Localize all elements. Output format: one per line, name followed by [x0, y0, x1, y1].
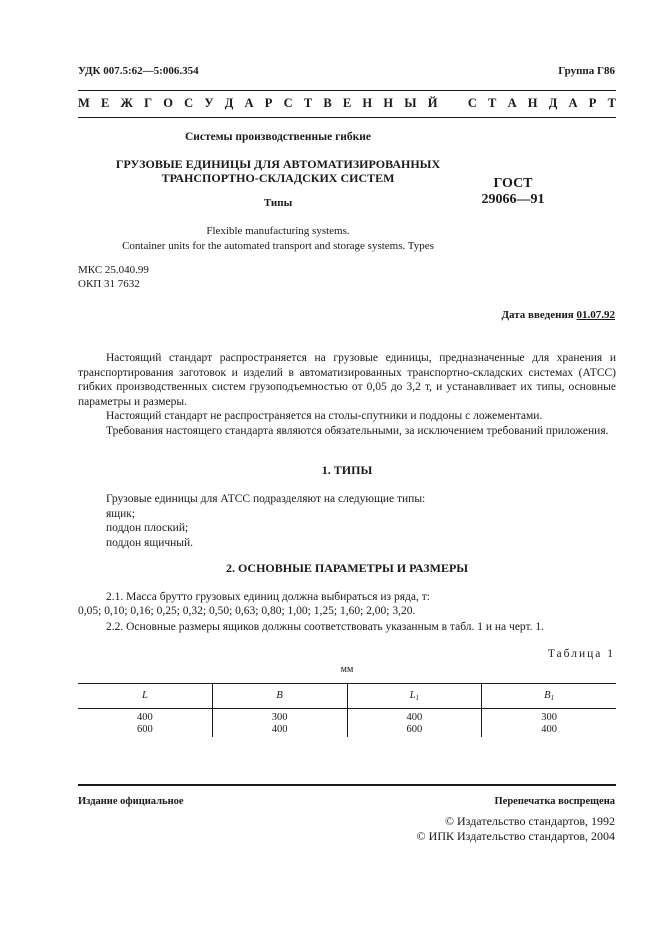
title-small: Системы производственные гибкие [184, 131, 372, 143]
date-value: 01.07.92 [576, 309, 615, 321]
heading-letter: Т [607, 96, 616, 110]
header-B1: $B_1$ [482, 684, 616, 709]
cell-B: 300 400 [212, 709, 347, 738]
date-label: Дата введения [501, 309, 574, 321]
heading-letter: Г [144, 96, 153, 110]
copyright-2004: © ИПК Издательство стандартов, 2004 [416, 829, 615, 843]
header-B: B [212, 684, 347, 709]
cell-L1: 400 600 [347, 709, 482, 738]
gost-designation [480, 176, 546, 208]
clause-2-1: 2.1. Масса брутто грузовых единиц должна выбираться из ряда, т: [106, 591, 430, 603]
section-1-intro: Грузовые единицы для АТСС подразделяют на следующие типы: [106, 493, 426, 505]
heading-letter: С [184, 96, 194, 110]
heading-rule [78, 117, 616, 118]
section-1-title: 1. ТИПЫ [321, 463, 373, 477]
title-types: Типы [263, 197, 293, 209]
heading-letter: Ы [404, 96, 417, 110]
heading-letter: А [568, 96, 578, 110]
type-item: поддон плоский; [106, 522, 189, 534]
cell-L: 400 600 [137, 712, 153, 735]
header-L1: $L_1$ [347, 684, 482, 709]
english-line1: Flexible manufacturing systems. [206, 225, 350, 237]
heading-letter: А [507, 96, 517, 110]
heading-letter: Е [101, 96, 110, 110]
heading-letter: Н [527, 96, 538, 110]
type-item: поддон ящичный. [106, 536, 194, 549]
reprint-notice: Перепечатка воспрещена [494, 796, 615, 807]
heading-letter: С [467, 96, 477, 110]
cell-B1: 300 400 [482, 709, 616, 738]
title-english [78, 224, 478, 254]
title-main-line1: ГРУЗОВЫЕ ЕДИНИЦЫ ДЛЯ АВТОМАТИЗИРОВАННЫХ [115, 157, 441, 171]
heading-letter: Д [224, 96, 234, 110]
okp-code: ОКП 31 7632 [78, 278, 140, 290]
section-2-title: 2. ОСНОВНЫЕ ПАРАМЕТРЫ И РАЗМЕРЫ [225, 561, 469, 575]
heading-letter: Р [264, 96, 273, 110]
footer-rule [78, 784, 616, 786]
introduction-date [501, 309, 615, 321]
top-rule [78, 90, 616, 91]
heading-letter: Р [588, 96, 597, 110]
heading-letter: Ж [120, 96, 133, 110]
mass-values: 0,05; 0,10; 0,16; 0,25; 0,32; 0,50; 0,63; 0,80; 1,00; 1,25; 1,60; 2,00; 3,20. [78, 605, 416, 617]
heading-letter: В [323, 96, 332, 110]
official-edition: Издание официальное [78, 796, 184, 807]
copyright-1992: © Издательство стандартов, 1992 [444, 814, 615, 828]
heading-letter: Т [488, 96, 497, 110]
heading-letter: С [283, 96, 293, 110]
heading-letter: М [78, 96, 90, 110]
heading-letter: О [163, 96, 173, 110]
mks-code: МКС 25.040.99 [78, 264, 149, 276]
classification-codes [78, 263, 149, 291]
type-item: ящик; [106, 507, 136, 520]
heading-letter: Й [427, 96, 438, 110]
gost-number: 29066—91 [481, 192, 545, 207]
table-header-row [78, 684, 616, 709]
dimensions-table [78, 683, 616, 737]
gost-label: ГОСТ [493, 176, 533, 191]
heading-letter: У [204, 96, 214, 110]
table-row [78, 709, 616, 738]
standard-type-heading [78, 96, 616, 111]
intro-paragraph-2: Настоящий стандарт не распространяется на столы-спутники и поддоны с ложементами. [106, 410, 543, 422]
table-caption: Таблица 1 [547, 648, 615, 660]
intro-text [78, 351, 616, 438]
heading-letter: Н [362, 96, 373, 110]
heading-letter: Т [303, 96, 313, 110]
title-main-line2: ТРАНСПОРТНО-СКЛАДСКИХ СИСТЕМ [161, 171, 395, 185]
heading-letter: А [244, 96, 254, 110]
heading-letter: Н [383, 96, 394, 110]
group-code: Группа Г86 [558, 65, 615, 77]
heading-word-gap [449, 96, 457, 111]
clause-2-2: 2.2. Основные размеры ящиков должны соответствовать указанным в табл. 1 и на черт. 1. [106, 621, 545, 633]
heading-letter: Д [548, 96, 558, 110]
udk-code: УДК 007.5:62—5:006.354 [78, 65, 199, 77]
section-1-body [106, 492, 425, 550]
intro-paragraph-3: Требования настоящего стандарта являются обязательными, за исключением требований приложения. [106, 424, 609, 437]
copyright-block [417, 814, 615, 844]
intro-paragraph-1: Настоящий стандарт распространяется на грузовые единицы, предназначенные для хранения и транспортирования заготовок и изделий в автоматизированных транспортно-складских системах (АТСС) гибких производственных систем грузоподъемностью от 0,05 до 3,2 т, и устанавливает их типы, основные параметры и размеры. [78, 352, 616, 408]
heading-letter: Е [342, 96, 352, 110]
header-L: L [78, 684, 212, 709]
english-line2: Container units for the automated transport and storage systems. Types [122, 240, 434, 252]
table-unit: мм [340, 664, 354, 675]
title-main [78, 157, 478, 185]
